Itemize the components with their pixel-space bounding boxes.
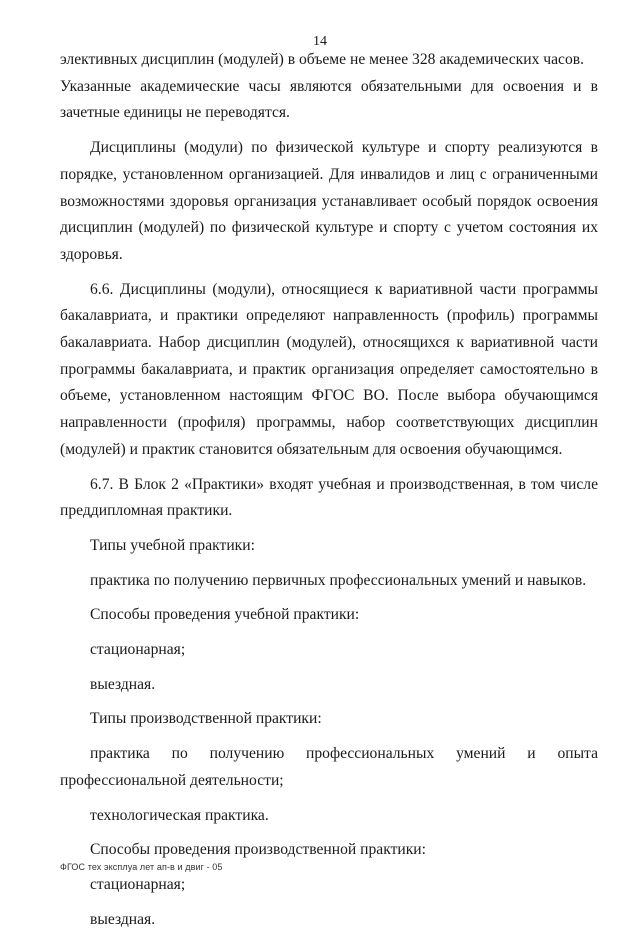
list-heading-educational-practice-methods: Способы проведения учебной практики:: [90, 606, 360, 624]
footer-document-id: ФГОС тех эксплуа лет ап-в и двиг - 05: [60, 862, 223, 872]
list-heading-production-practice-types: Типы производственной практики:: [90, 710, 322, 728]
paragraph-continuation-2: Указанные академические часы являются обязательными для освоения и в зачетные единицы не переводятся.: [60, 77, 598, 122]
list-item-professional-experience-practice-cont: профессиональной деятельности;: [60, 771, 284, 789]
list-heading-educational-practice-types: Типы учебной практики:: [90, 536, 255, 554]
paragraph-6-7: 6.7. В Блок 2 «Практики» входят учебная и производственная, в том числе преддипломная практики.: [60, 475, 598, 520]
list-item-stationary-1: стационарная;: [90, 641, 186, 659]
list-item-primary-skills-practice: практика по получению первичных профессиональных умений и навыков.: [90, 571, 587, 589]
paragraph-continuation-1: элективных дисциплин (модулей) в объеме не менее 328 академических часов.: [60, 51, 585, 68]
page-number: 14: [313, 34, 327, 49]
list-heading-production-practice-methods: Способы проведения производственной практики:: [90, 841, 426, 859]
list-item-field-2: выездная.: [90, 910, 156, 928]
list-item-professional-experience-practice: практика по получению профессиональных умений и опыта: [90, 745, 598, 763]
body-text: [60, 47, 598, 933]
list-item-technological-practice: технологическая практика.: [90, 806, 269, 824]
list-item-field-1: выездная.: [90, 675, 156, 693]
paragraph-physical-culture: Дисциплины (модули) по физической культуре и спорту реализуются в порядке, установленном организацией. Для инвалидов и лиц с ограниченными возможностями здоровья организация устанавливает особый порядок освоения дисциплин (модулей) по физической культуре и спорту с учетом состояния их здоровья.: [60, 139, 598, 263]
paragraph-6-6: 6.6. Дисциплины (модули), относящиеся к вариативной части программы бакалавриата, и практики определяют направленность (профиль) программы бакалавриата. Набор дисциплин (модулей), относящихся к вариативной части программы бакалавриата, и практик организация определяет самостоятельно в объеме, установленном настоящим ФГОС ВО. После выбора обучающимся направленности (профиля) программы, набор соответствующих дисциплин (модулей) и практик становится обязательным для освоения обучающимся.: [60, 280, 598, 458]
list-item-stationary-2: стационарная;: [90, 875, 186, 893]
